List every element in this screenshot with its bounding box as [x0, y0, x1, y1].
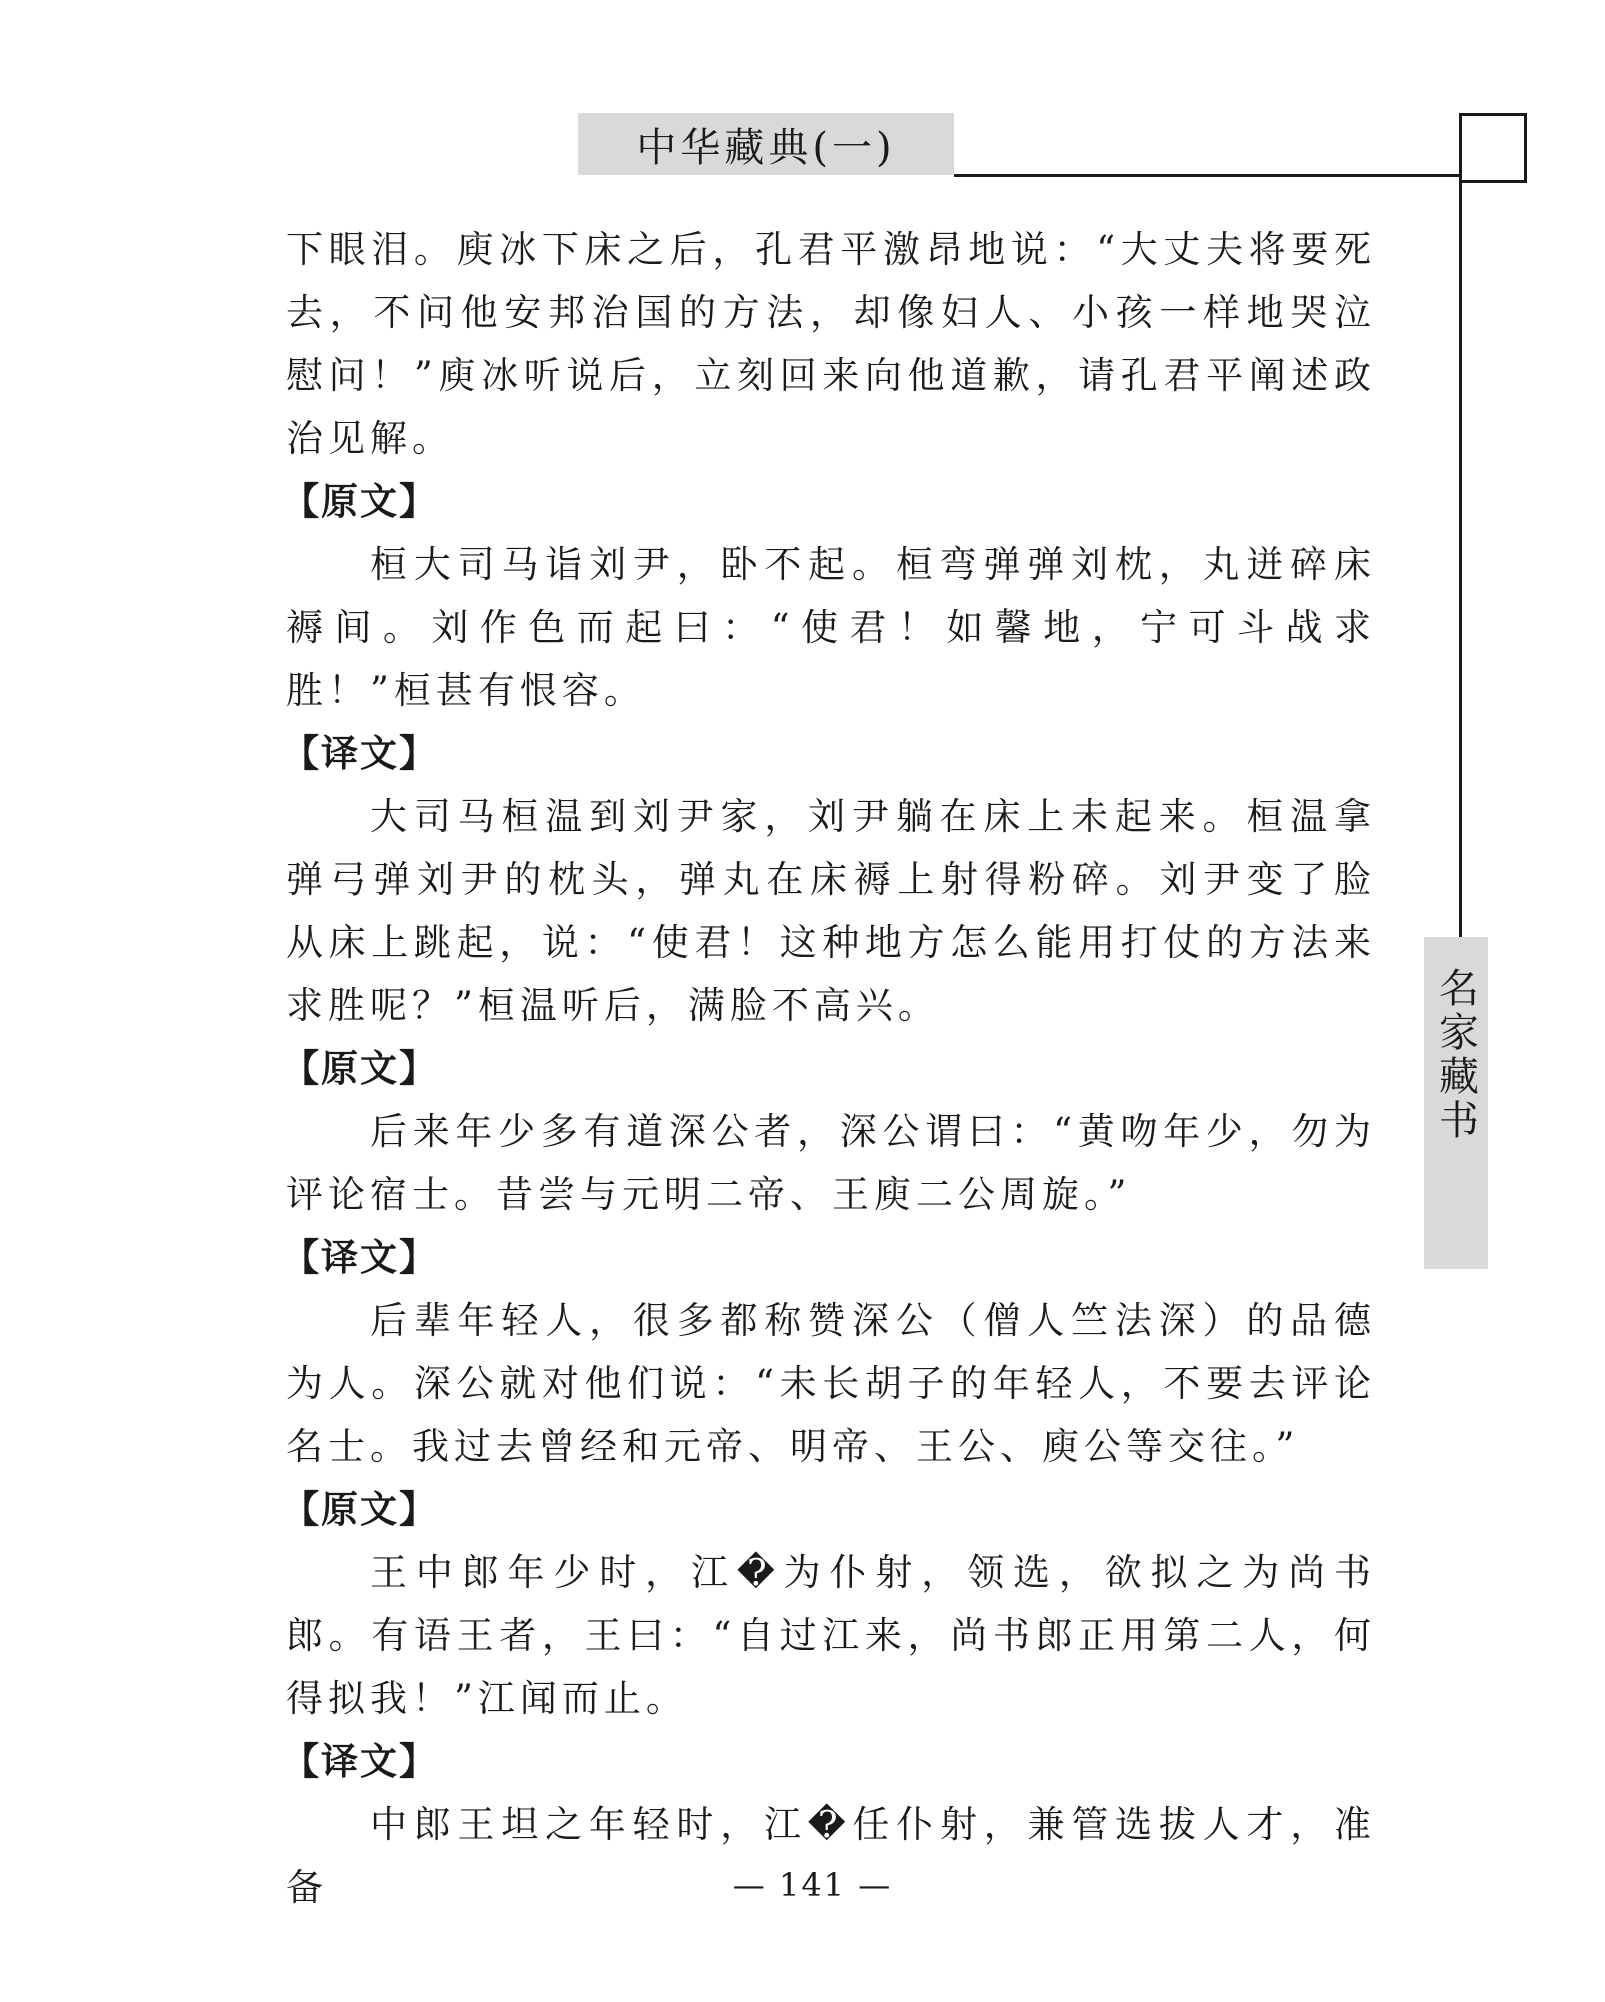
side-rule [1459, 177, 1462, 937]
page-number: — 141 — [732, 1866, 893, 1904]
section-heading: 【原文】 [282, 480, 438, 523]
book-title: 中华藏典(一) [636, 124, 896, 171]
page-body [282, 218, 1376, 1919]
side-tab-label: 名家藏书 [1432, 967, 1479, 1143]
body-paragraph: 桓大司马诣刘尹，卧不起。桓弯弹弹刘枕，丸迸碎床褥间。刘作色而起曰：“使君！如馨地，宁可斗战求胜！”桓甚有恨容。 [286, 543, 1376, 712]
body-paragraph: 王中郎年少时，江�为仆射，领选，欲拟之为尚书郎。有语王者，王曰：“自过江来，尚书郎正用第二人，何得拟我！”江闻而止。 [286, 1551, 1376, 1720]
body-paragraph: 后辈年轻人，很多都称赞深公（僧人竺法深）的品德为人。深公就对他们说：“未长胡子的年轻人，不要去评论名士。我过去曾经和元帝、明帝、王公、庾公等交往。” [286, 1299, 1376, 1468]
body-paragraph: 下眼泪。庾冰下床之后，孔君平激昂地说：“大丈夫将要死去，不问他安邦治国的方法，却像妇人、小孩一样地哭泣慰问！”庾冰听说后，立刻回来向他道歉，请孔君平阐述政治见解。 [286, 228, 1376, 460]
header-rule [954, 174, 1526, 177]
body-paragraph: 大司马桓温到刘尹家，刘尹躺在床上未起来。桓温拿弹弓弹刘尹的枕头，弹丸在床褥上射得粉碎。刘尹变了脸从床上跳起，说：“使君！这种地方怎么能用打仗的方法来求胜呢？”桓温听后，满脸不高兴。 [286, 795, 1376, 1027]
section-heading: 【译文】 [282, 1740, 438, 1783]
side-tab [1424, 937, 1488, 1269]
body-paragraph: 后来年少多有道深公者，深公谓曰：“黄吻年少，勿为评论宿士。昔尝与元明二帝、王庾二公周旋。” [286, 1110, 1376, 1216]
section-heading: 【原文】 [282, 1488, 438, 1531]
header-corner-box [1459, 113, 1527, 183]
body-paragraph: 中郎王坦之年轻时，江�任仆射，兼管选拔人才，准备 [286, 1803, 1376, 1909]
section-heading: 【原文】 [282, 1047, 438, 1090]
running-header [578, 113, 954, 175]
section-heading: 【译文】 [282, 1236, 438, 1279]
section-heading: 【译文】 [282, 732, 438, 775]
